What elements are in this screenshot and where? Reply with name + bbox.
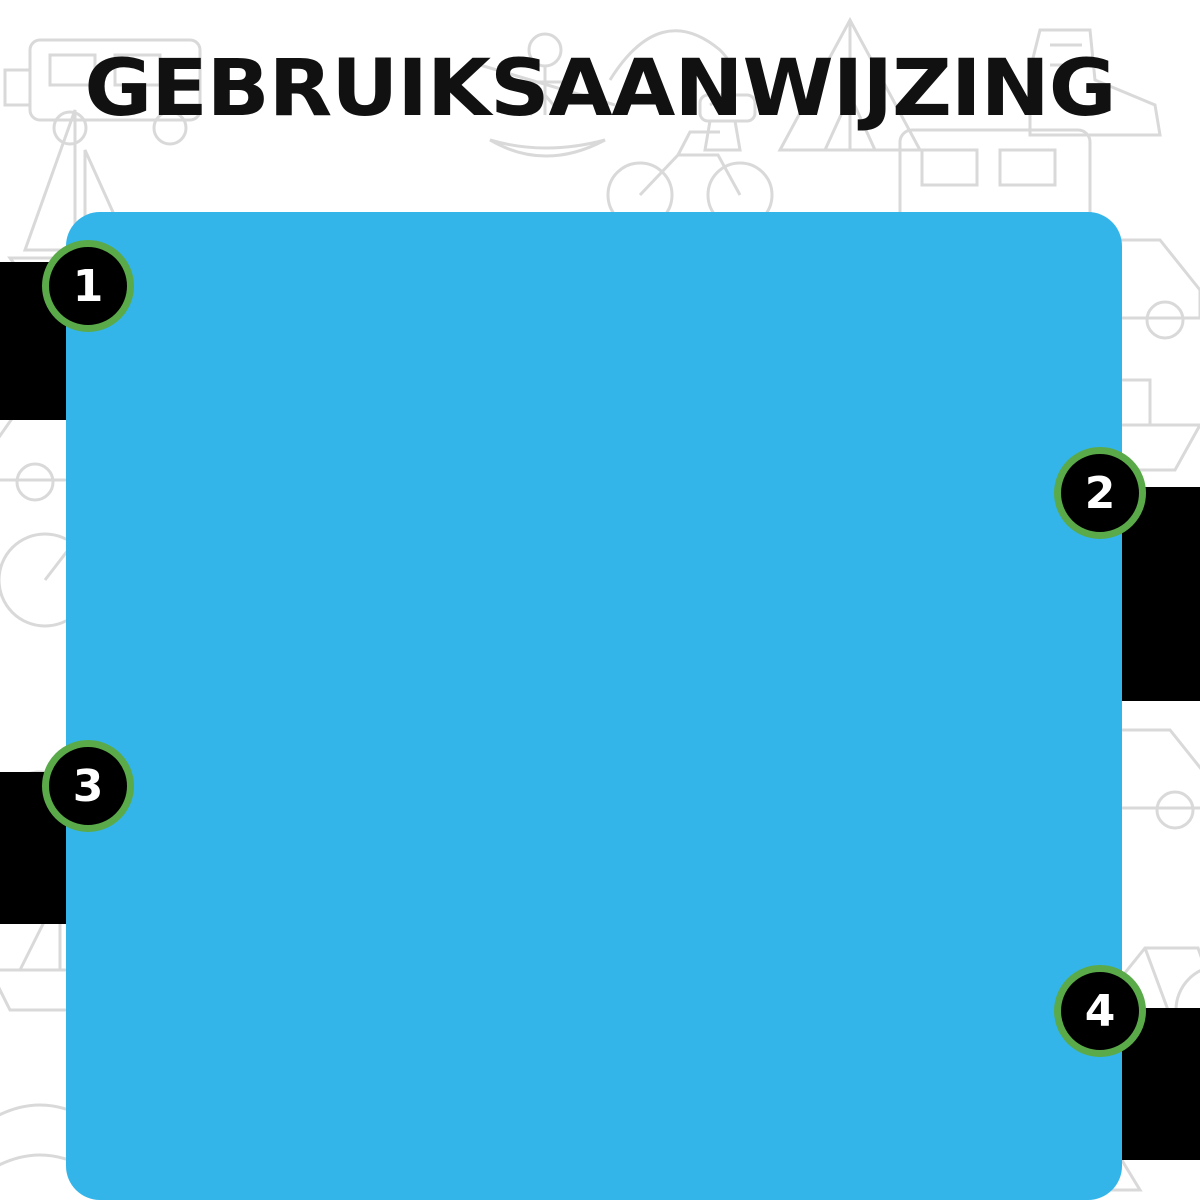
blue-background-panel [66,212,1122,1200]
page-title: GEBRUIKSAANWIJZING [84,44,1116,134]
step-2-number-badge: 2 [1054,447,1146,539]
step-3-number-badge: 3 [42,740,134,832]
step-4-number-badge: 4 [1054,965,1146,1057]
step-1-number-badge: 1 [42,240,134,332]
